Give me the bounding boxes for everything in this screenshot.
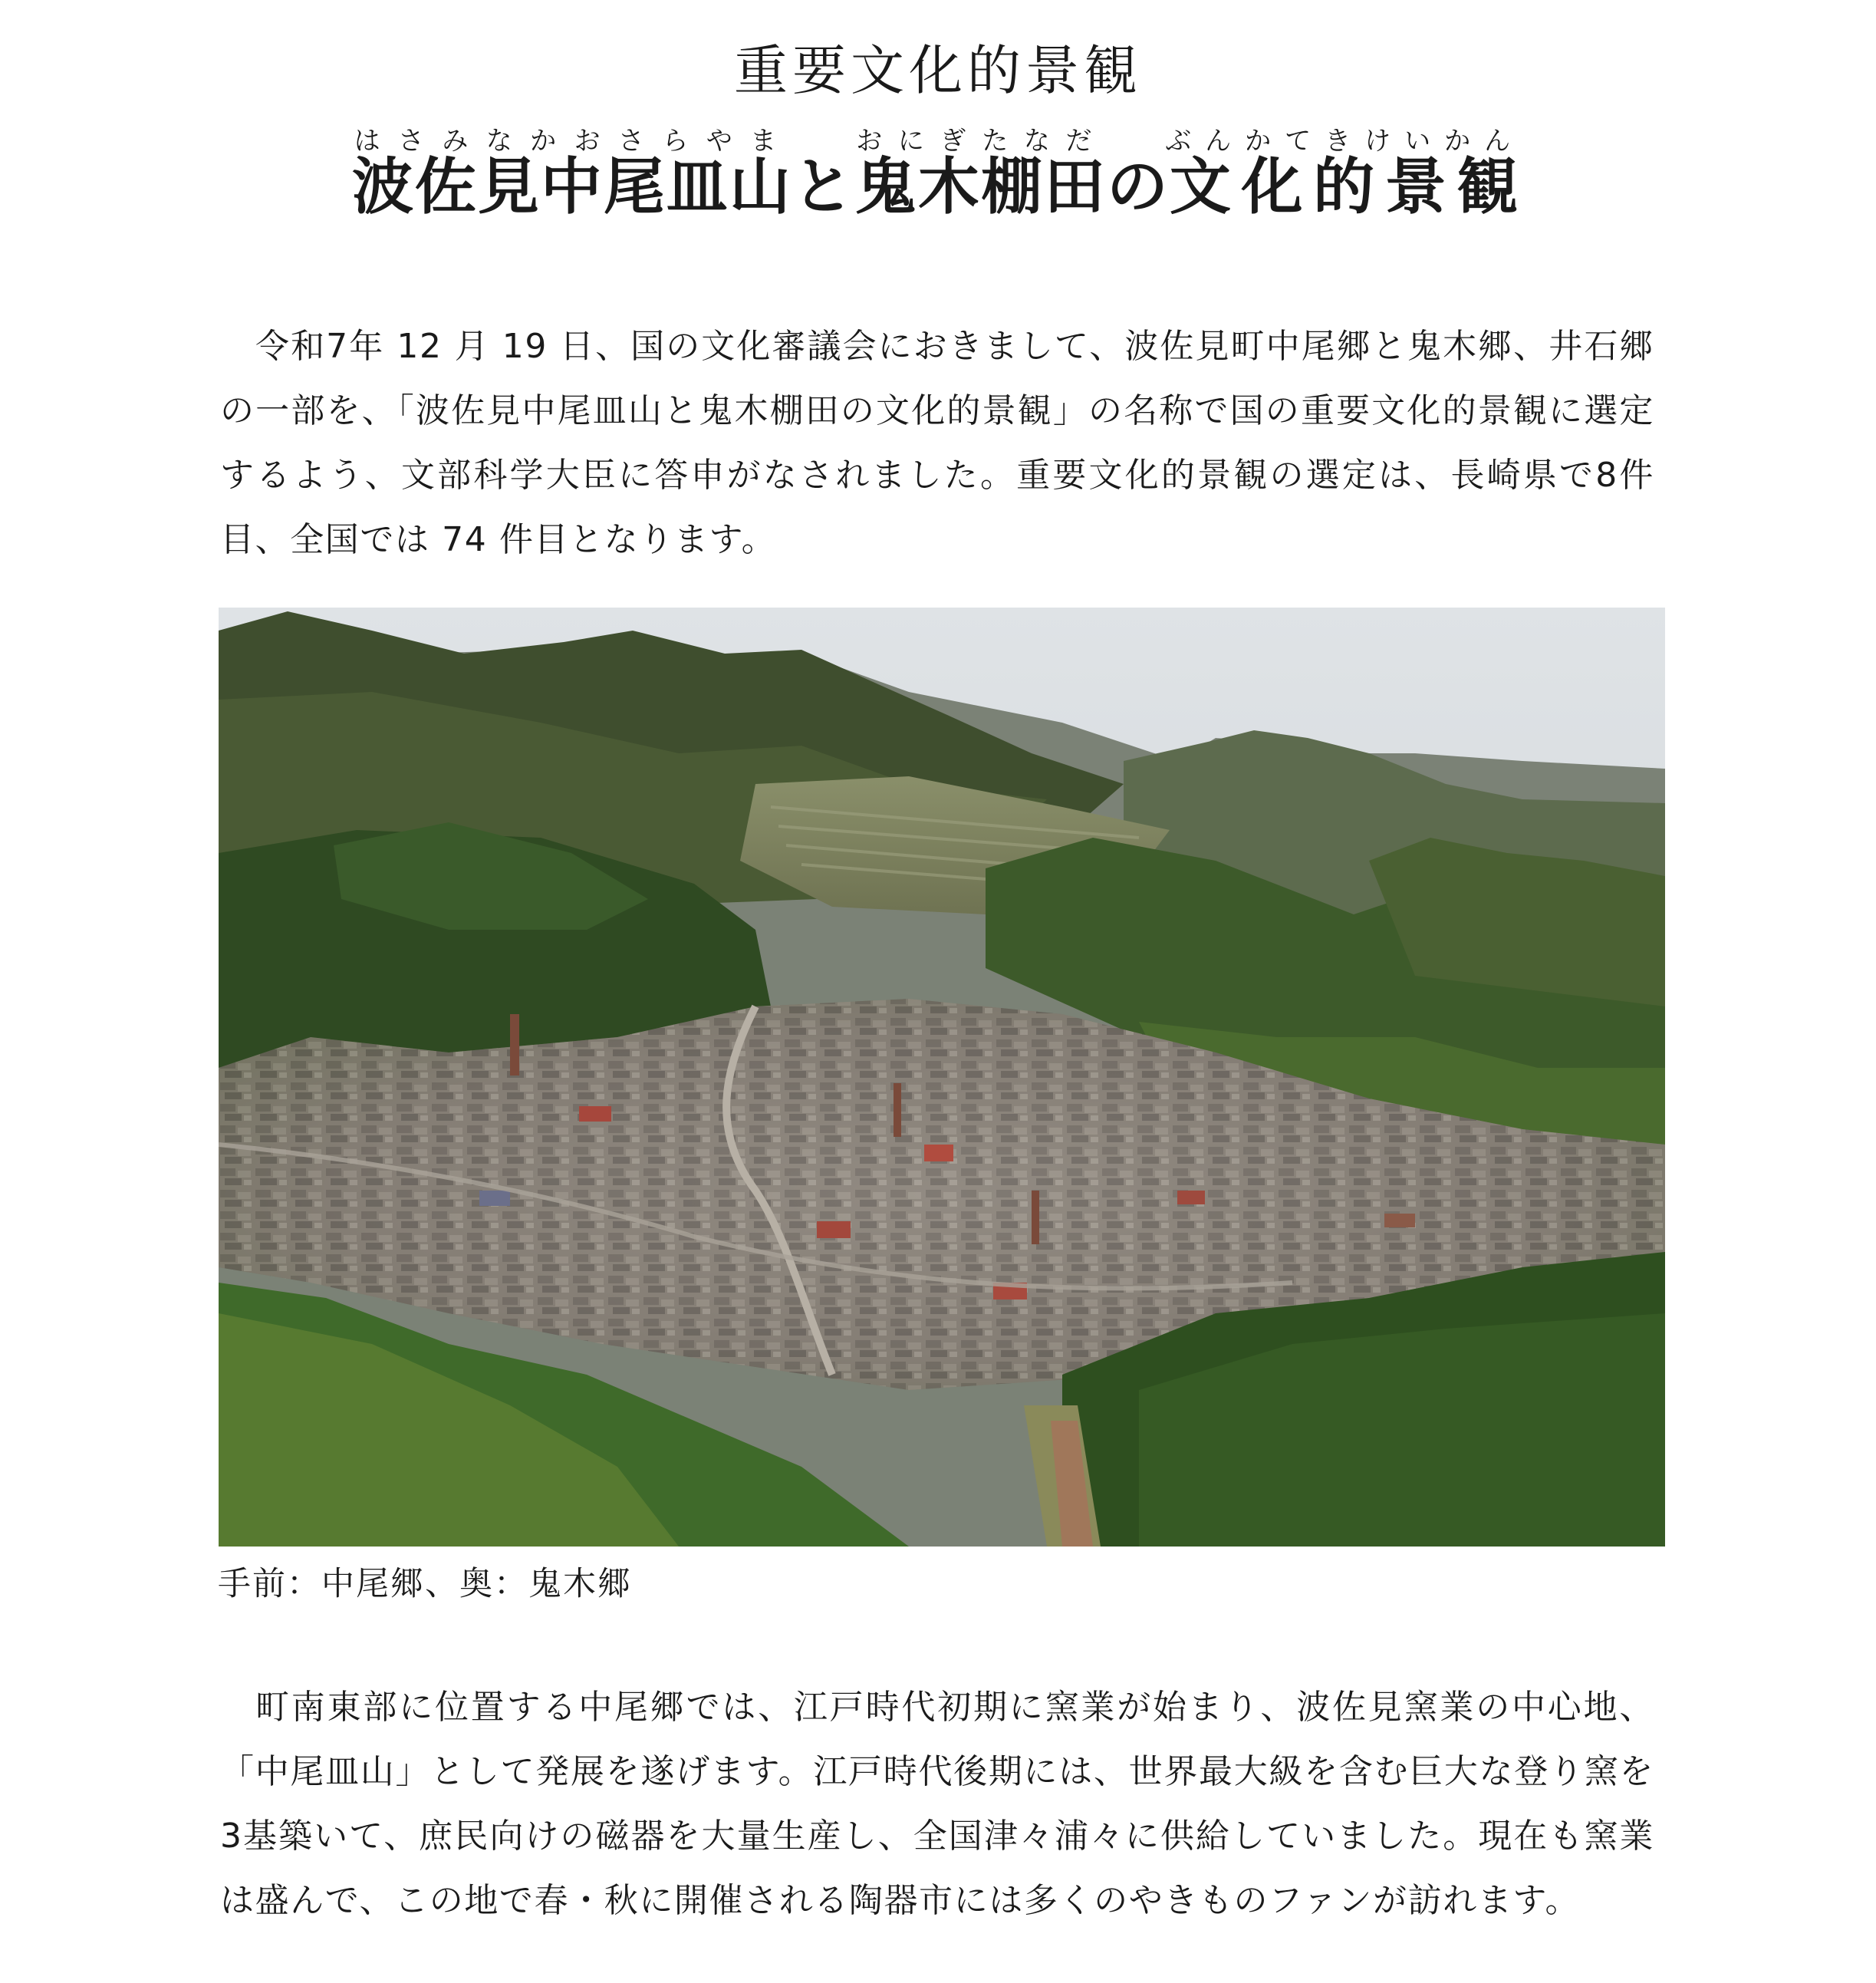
title-segment — [351, 126, 792, 222]
title-text: と — [792, 151, 855, 222]
title-text: 文化的景観 — [1165, 151, 1525, 222]
title-segment — [1165, 126, 1525, 222]
title-reading: おにぎたなだ — [854, 126, 1107, 156]
title-segment — [854, 126, 1107, 222]
page-title — [352, 127, 1524, 226]
landscape-photo — [219, 608, 1665, 1547]
body-paragraph: 町南東部に位置する中尾郷では、江戸時代初期に窯業が始まり、波佐見窯業の中心地、「中尾皿山」として発展を遂げます。江戸時代後期には、世界最大級を含む巨大な登り窯を3基築いて、庶民向けの磁器を大量生産し、全国津々浦々に供給していました。現在も窯業は盛んで、この地で春・秋に開催される陶器市には多くのやきものファンが訪れます。 — [220, 1688, 1654, 1920]
intro-paragraph: 令和7年 12 月 19 日、国の文化審議会におきまして、波佐見町中尾郷と鬼木郷、井石郷の一部を、「波佐見中尾皿山と鬼木棚田の文化的景観」の名称で国の重要文化的景観に選定するよう、文部科学大臣に答申がなされました。重要文化的景観の選定は、長崎県で8件目、全国では 74 件目となります。 — [220, 327, 1654, 559]
subtitle: 重要文化的景観 — [734, 39, 1142, 102]
title-text: 鬼木棚田 — [854, 151, 1107, 222]
title-block — [0, 127, 1876, 226]
title-reading: ぶんかてきけいかん — [1165, 126, 1525, 156]
photo-caption: 手前：中尾郷、奥：鬼木郷 — [218, 1565, 632, 1603]
title-reading: はさみなかおさらやま — [351, 126, 792, 156]
title-text: の — [1106, 151, 1170, 222]
title-text: 波佐見中尾皿山 — [351, 151, 792, 222]
